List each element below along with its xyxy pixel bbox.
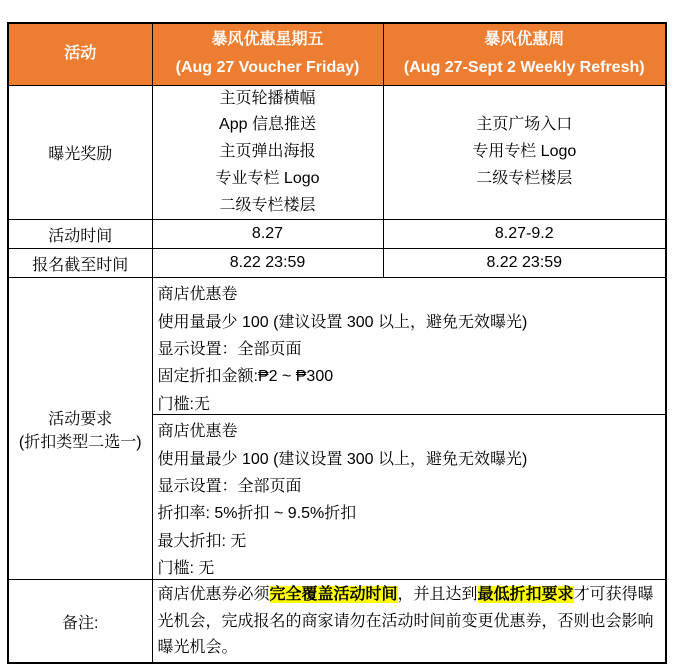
requirement-line: 固定折扣金额:₱2 ~ ₱300 <box>157 368 334 386</box>
header-weekly-refresh-subtitle: (Aug 27-Sept 2 Weekly Refresh) <box>403 59 645 77</box>
header-weekly-refresh-title: 暴风优惠周 <box>484 31 565 49</box>
exposure-item: 主页轮播横幅 <box>219 89 316 107</box>
requirement-line: 显示设置：全部页面 <box>157 341 302 359</box>
activity-requirements-content <box>152 278 666 580</box>
activity-requirements-label <box>8 278 152 580</box>
requirement-option-1 <box>153 278 666 415</box>
registration-deadline-row <box>8 249 666 278</box>
exposure-item: 主页广场入口 <box>476 116 573 134</box>
exposure-rewards-row <box>8 85 666 220</box>
activity-time-friday: 8.27 <box>152 220 383 249</box>
note-highlight-cover-activity-time: 完全覆盖活动时间 <box>269 586 398 604</box>
activity-time-label: 活动时间 <box>8 220 152 249</box>
note-text <box>153 580 666 662</box>
requirement-option-2 <box>153 415 666 579</box>
activity-requirements-label-line2: (折扣类型二选一) <box>18 433 142 451</box>
header-weekly-refresh <box>383 23 666 85</box>
requirement-line: 最大折扣: 无 <box>157 532 247 550</box>
requirement-line: 门槛: 无 <box>157 559 215 577</box>
requirement-line: 商店优惠卷 <box>157 423 238 441</box>
header-activity-label: 活动 <box>64 45 97 63</box>
note-row <box>8 580 666 663</box>
note-content <box>152 580 666 663</box>
exposure-item: 二级专栏楼层 <box>219 196 316 214</box>
activity-time-row <box>8 220 666 249</box>
table-header-row <box>8 23 666 85</box>
requirement-line: 折扣率: 5%折扣 ~ 9.5%折扣 <box>157 505 357 523</box>
registration-deadline-label: 报名截至时间 <box>8 249 152 278</box>
header-voucher-friday-subtitle: (Aug 27 Voucher Friday) <box>175 59 360 77</box>
exposure-item: 二级专栏楼层 <box>476 169 573 187</box>
note-segment: ，并且达到 <box>397 586 478 604</box>
exposure-rewards-weekly <box>383 85 666 220</box>
exposure-rewards-label: 曝光奖励 <box>8 85 152 220</box>
header-voucher-friday-title: 暴风优惠星期五 <box>211 31 324 49</box>
header-voucher-friday <box>152 23 383 85</box>
exposure-item: 专用专栏 Logo <box>472 143 577 161</box>
note-segment: 商店优惠券必须 <box>157 586 270 604</box>
note-segment: 才可获得曝光机会，完成报名的商家请勿在活动时间前变更优惠券，否则也会影响曝光机会。 <box>157 586 654 657</box>
exposure-item: 主页弹出海报 <box>219 143 316 161</box>
activity-requirements-row <box>8 278 666 580</box>
activity-time-weekly: 8.27-9.2 <box>383 220 666 249</box>
promo-comparison-table <box>7 22 667 664</box>
exposure-item: App 信息推送 <box>219 116 316 134</box>
requirement-line: 商店优惠卷 <box>157 286 238 304</box>
header-activity <box>8 23 152 85</box>
exposure-item: 专业专栏 Logo <box>215 169 320 187</box>
note-label: 备注: <box>8 580 152 663</box>
registration-deadline-friday: 8.22 23:59 <box>152 249 383 278</box>
requirement-line: 门槛:无 <box>157 395 210 413</box>
requirement-line: 使用量最少 100 (建议设置 300 以上，避免无效曝光) <box>157 450 528 468</box>
exposure-rewards-friday <box>152 85 383 220</box>
activity-requirements-label-line1: 活动要求 <box>48 410 113 428</box>
requirement-line: 显示设置：全部页面 <box>157 478 302 496</box>
note-highlight-minimum-discount: 最低折扣要求 <box>477 586 574 604</box>
requirement-line: 使用量最少 100 (建议设置 300 以上，避免无效曝光) <box>157 313 528 331</box>
registration-deadline-weekly: 8.22 23:59 <box>383 249 666 278</box>
